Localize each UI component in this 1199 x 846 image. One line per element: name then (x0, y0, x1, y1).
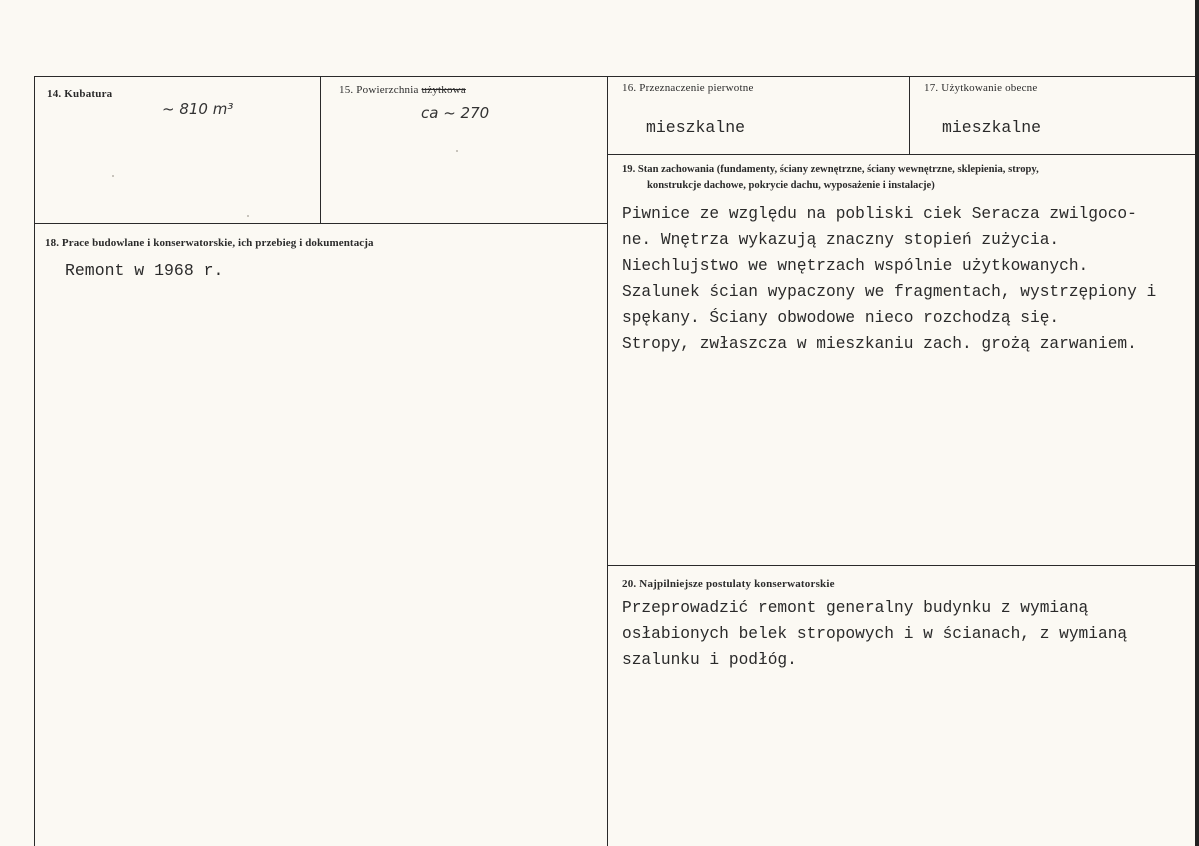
field-20-text (622, 595, 1127, 673)
paper-speck (112, 175, 114, 177)
divider-14-15 (320, 76, 321, 223)
field-19-line: Szalunek ścian wypaczony we fragmentach, wystrzępiony i (622, 283, 1157, 301)
field-19-line: Piwnice ze względu na pobliski ciek Seracza zwilgoco- (622, 205, 1137, 223)
divider-19-20 (607, 565, 1198, 566)
divider-15-18 (34, 223, 607, 224)
field-15-label-text: 15. Powierzchnia (339, 84, 422, 96)
field-17-label: 17. Użytkowanie obecne (924, 82, 1038, 94)
field-15-label-struck: użytkowa (421, 84, 466, 96)
field-19-label-line2: konstrukcje dachowe, pokrycie dachu, wyposażenie i instalacje) (647, 180, 935, 191)
divider-16-19 (607, 154, 1198, 155)
divider-16-17 (909, 76, 910, 154)
field-19-line: Niechlujstwo we wnętrzach wspólnie użytkowanych. (622, 257, 1089, 275)
paper-speck (247, 215, 249, 217)
field-16-label: 16. Przeznaczenie pierwotne (622, 82, 754, 94)
field-19-line: spękany. Ściany obwodowe nieco rozchodzą się. (622, 309, 1060, 327)
field-19-line: Stropy, zwłaszcza w mieszkaniu zach. grożą zarwaniem. (622, 335, 1137, 353)
field-18-value: Remont w 1968 r. (65, 261, 224, 280)
card-edge (1195, 0, 1199, 846)
field-20-line: szalunku i podłóg. (622, 651, 797, 669)
field-16-value: mieszkalne (646, 118, 746, 137)
top-border (34, 76, 1198, 77)
field-17-value: mieszkalne (942, 118, 1042, 137)
divider-main (607, 76, 608, 846)
field-14-value: ~ 810 m³ (162, 100, 234, 118)
field-20-line: Przeprowadzić remont generalny budynku z wymianą (622, 599, 1089, 617)
field-19-label-line1: 19. Stan zachowania (fundamenty, ściany zewnętrzne, ściany wewnętrzne, sklepienia, stropy, (622, 164, 1039, 175)
field-18-label: 18. Prace budowlane i konserwatorskie, ich przebieg i dokumentacja (45, 237, 374, 249)
left-border (34, 76, 35, 846)
field-19-text (622, 201, 1156, 357)
field-15-label (339, 84, 466, 96)
field-20-label: 20. Najpilniejsze postulaty konserwatorskie (622, 578, 835, 590)
paper-speck (456, 150, 458, 152)
field-15-value: ca ~ 270 (421, 104, 490, 122)
field-20-line: osłabionych belek stropowych i w ścianach, z wymianą (622, 625, 1128, 643)
field-14-label: 14. Kubatura (47, 88, 113, 100)
field-19-line: ne. Wnętrza wykazują znaczny stopień zużycia. (622, 231, 1060, 249)
